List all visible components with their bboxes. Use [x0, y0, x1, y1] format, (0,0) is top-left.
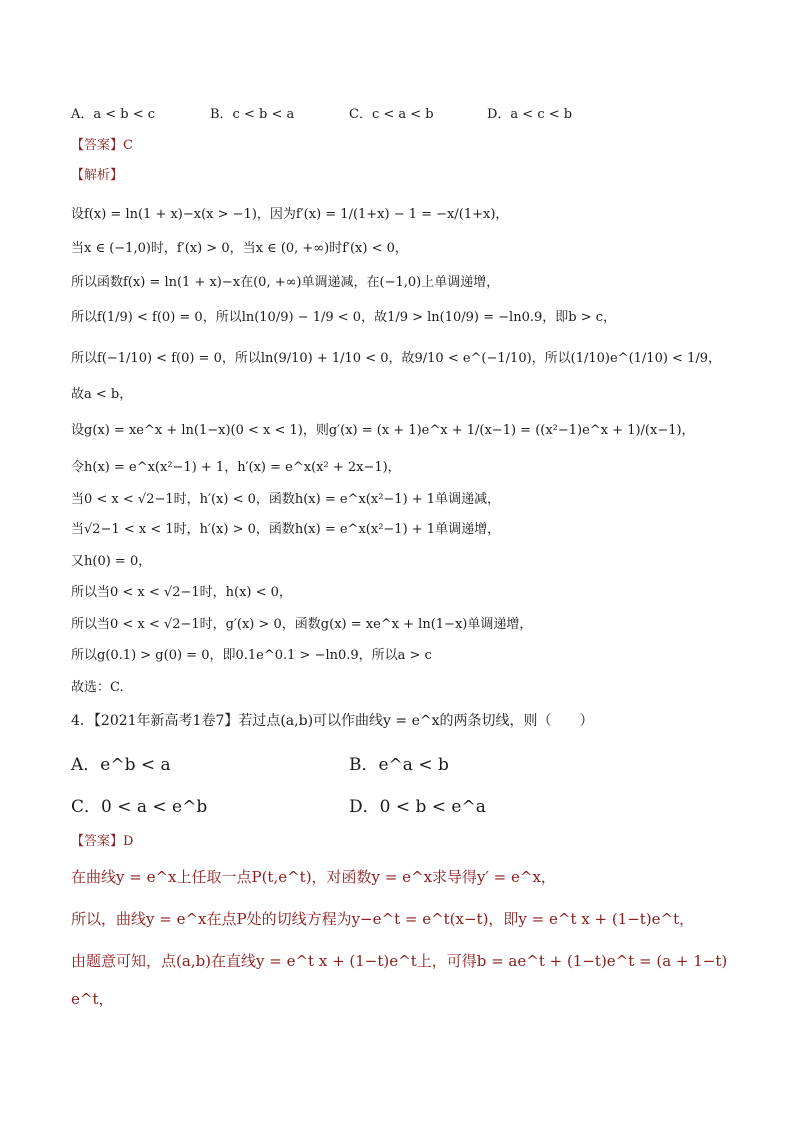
q3-analysis-line-7: 设g(x) = xe^x + ln(1−x)(0 < x < 1)，则g′(x) = (x + 1)e^x + 1/(x−1) = ((x²−1)e^x + 1)/(x−1)，: [71, 423, 695, 438]
q3-option-c: C．c < a < b: [349, 107, 434, 122]
q3-analysis-line-10: 当√2−1 < x < 1时，h′(x) > 0，函数h(x) = e^x(x²−1) + 1单调递增，: [71, 522, 501, 537]
q3-analysis-line-12: 所以当0 < x < √2−1时，h(x) < 0，: [71, 585, 292, 600]
q3-analysis-line-13: 所以当0 < x < √2−1时，g′(x) > 0，函数g(x) = xe^x + ln(1−x)单调递增，: [71, 617, 533, 632]
q3-analysis-heading: 【解析】: [71, 168, 124, 183]
q3-analysis-line-1: 设f(x) = ln(1 + x)−x(x > −1)，因为f′(x) = 1/(1+x) − 1 = −x/(1+x)，: [71, 207, 509, 222]
q3-analysis-line-9: 当0 < x < √2−1时，h′(x) < 0，函数h(x) = e^x(x²−1) + 1单调递减，: [71, 492, 501, 507]
q3-analysis-line-15: 故选：C.: [71, 680, 124, 695]
q4-option-d: D．0 < b < e^a: [349, 797, 486, 817]
q3-analysis-line-3: 所以函数f(x) = ln(1 + x)−x在(0, +∞)单调递减，在(−1,0)上单调递增，: [71, 275, 500, 290]
q4-analysis-line-2: 所以，曲线y = e^x在点P处的切线方程为y−e^t = e^t(x−t)，即y = e^t x + (1−t)e^t，: [71, 910, 695, 928]
q4-stem: 4．【2021年新高考1卷7】若过点(a,b)可以作曲线y = e^x的两条切线，则（ ）: [71, 713, 594, 729]
q4-analysis-line-1: 在曲线y = e^x上任取一点P(t,e^t)，对函数y = e^x求导得y′ = e^x，: [71, 868, 556, 886]
q3-option-d: D．a < c < b: [487, 107, 573, 122]
q4-option-c: C．0 < a < e^b: [71, 797, 208, 817]
q3-analysis-line-6: 故a < b，: [71, 387, 133, 402]
q3-analysis-line-2: 当x ∈ (−1,0)时，f′(x) > 0，当x ∈ (0, +∞)时f′(x) < 0，: [71, 241, 408, 256]
q4-option-b: B．e^a < b: [349, 755, 449, 775]
q3-analysis-line-14: 所以g(0.1) > g(0) = 0，即0.1e^0.1 > −ln0.9，所以a > c: [71, 648, 432, 663]
q3-analysis-line-11: 又h(0) = 0，: [71, 554, 152, 569]
q4-analysis-line-4: e^t，: [71, 990, 114, 1008]
q4-answer: 【答案】D: [71, 834, 134, 849]
q4-option-a: A．e^b < a: [71, 755, 171, 775]
q3-analysis-line-4: 所以f(1/9) < f(0) = 0，所以ln(10/9) − 1/9 < 0，故1/9 > ln(10/9) = −ln0.9，即b > c，: [71, 310, 617, 325]
q3-option-b: B．c < b < a: [210, 107, 295, 122]
q4-analysis-line-3: 由题意可知，点(a,b)在直线y = e^t x + (1−t)e^t上，可得b = ae^t + (1−t)e^t = (a + 1−t): [71, 952, 728, 970]
q3-analysis-line-8: 令h(x) = e^x(x²−1) + 1，h′(x) = e^x(x² + 2x−1)，: [71, 460, 401, 475]
q3-option-a: A．a < b < c: [71, 107, 156, 122]
q3-analysis-line-5: 所以f(−1/10) < f(0) = 0，所以ln(9/10) + 1/10 < 0，故9/10 < e^(−1/10)，所以(1/10)e^(1/10) < 1/9，: [71, 351, 722, 366]
q3-answer: 【答案】C: [71, 138, 133, 153]
